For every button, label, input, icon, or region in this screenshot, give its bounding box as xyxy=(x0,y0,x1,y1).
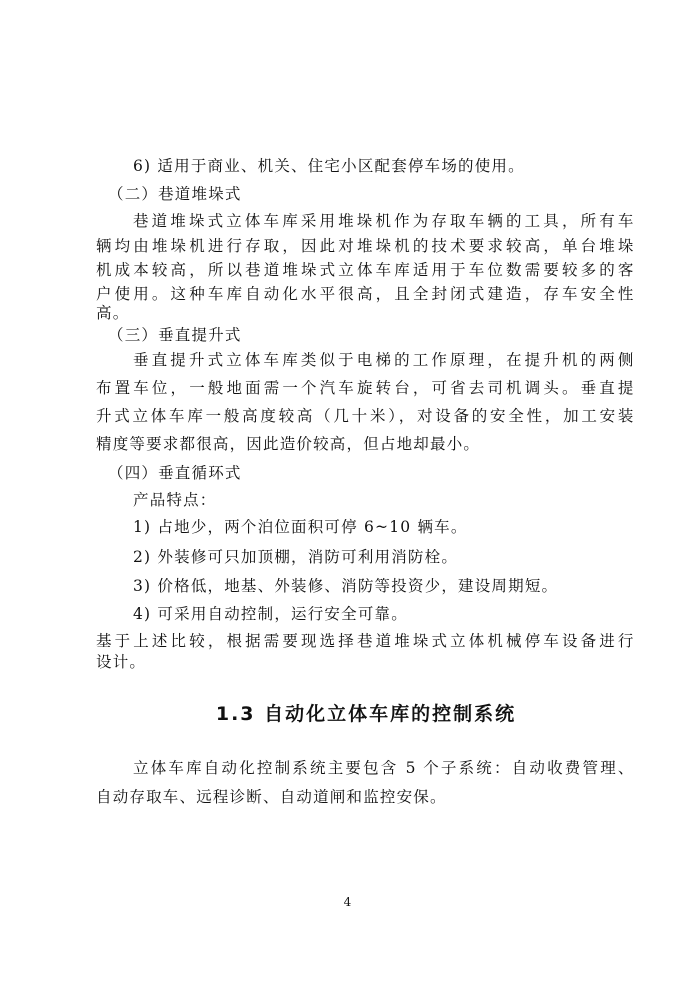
section-title-3: （三）垂直提升式 xyxy=(108,326,242,344)
paragraph-line: 巷道堆垛式立体车库采用堆垛机作为存取车辆的工具，所有车 xyxy=(133,212,634,230)
conclusion-line: 基于上述比较，根据需要现选择巷道堆垛式立体机械停车设备进行 xyxy=(96,632,634,650)
conclusion-line: 设计。 xyxy=(96,653,147,671)
paragraph-line: 辆均由堆垛机进行存取，因此对堆垛机的技术要求较高，单台堆垛 xyxy=(96,237,634,255)
paragraph-line: 精度等要求都很高，因此造价较高，但占地却最小。 xyxy=(96,435,481,453)
list-item: 1) 占地少，两个泊位面积可停 6~10 辆车。 xyxy=(133,518,468,536)
paragraph-line: 户使用。这种车库自动化水平很高，且全封闭式建造，存车安全性 xyxy=(96,285,634,303)
page-number: 4 xyxy=(343,895,352,909)
section-title-2: （二）巷道堆垛式 xyxy=(108,185,242,203)
section-title-4: （四）垂直循环式 xyxy=(108,464,242,482)
paragraph-line: 布置车位，一般地面需一个汽车旋转台，可省去司机调头。垂直提 xyxy=(96,379,634,397)
paragraph-line: 机成本较高，所以巷道堆垛式立体车库适用于车位数需要较多的客 xyxy=(96,261,634,279)
list-item: 2) 外装修可只加顶棚，消防可利用消防栓。 xyxy=(133,548,459,566)
section-heading: 1.3 自动化立体车库的控制系统 xyxy=(215,703,517,725)
paragraph-line: 垂直提升式立体车库类似于电梯的工作原理，在提升机的两侧 xyxy=(133,351,634,369)
paragraph-line: 升式立体车库一般高度较高（几十米），对设备的安全性，加工安装 xyxy=(96,407,634,425)
list-item-6: 6) 适用于商业、机关、住宅小区配套停车场的使用。 xyxy=(133,157,525,175)
list-item: 4) 可采用自动控制，运行安全可靠。 xyxy=(133,605,408,623)
list-item: 3) 价格低，地基、外装修、消防等投资少，建设周期短。 xyxy=(133,577,559,595)
body-line: 自动存取车、远程诊断、自动道闸和监控安保。 xyxy=(96,788,447,806)
paragraph-line: 高。 xyxy=(96,304,130,322)
features-label: 产品特点： xyxy=(133,491,217,509)
body-line: 立体车库自动化控制系统主要包含 5 个子系统：自动收费管理、 xyxy=(133,759,634,777)
